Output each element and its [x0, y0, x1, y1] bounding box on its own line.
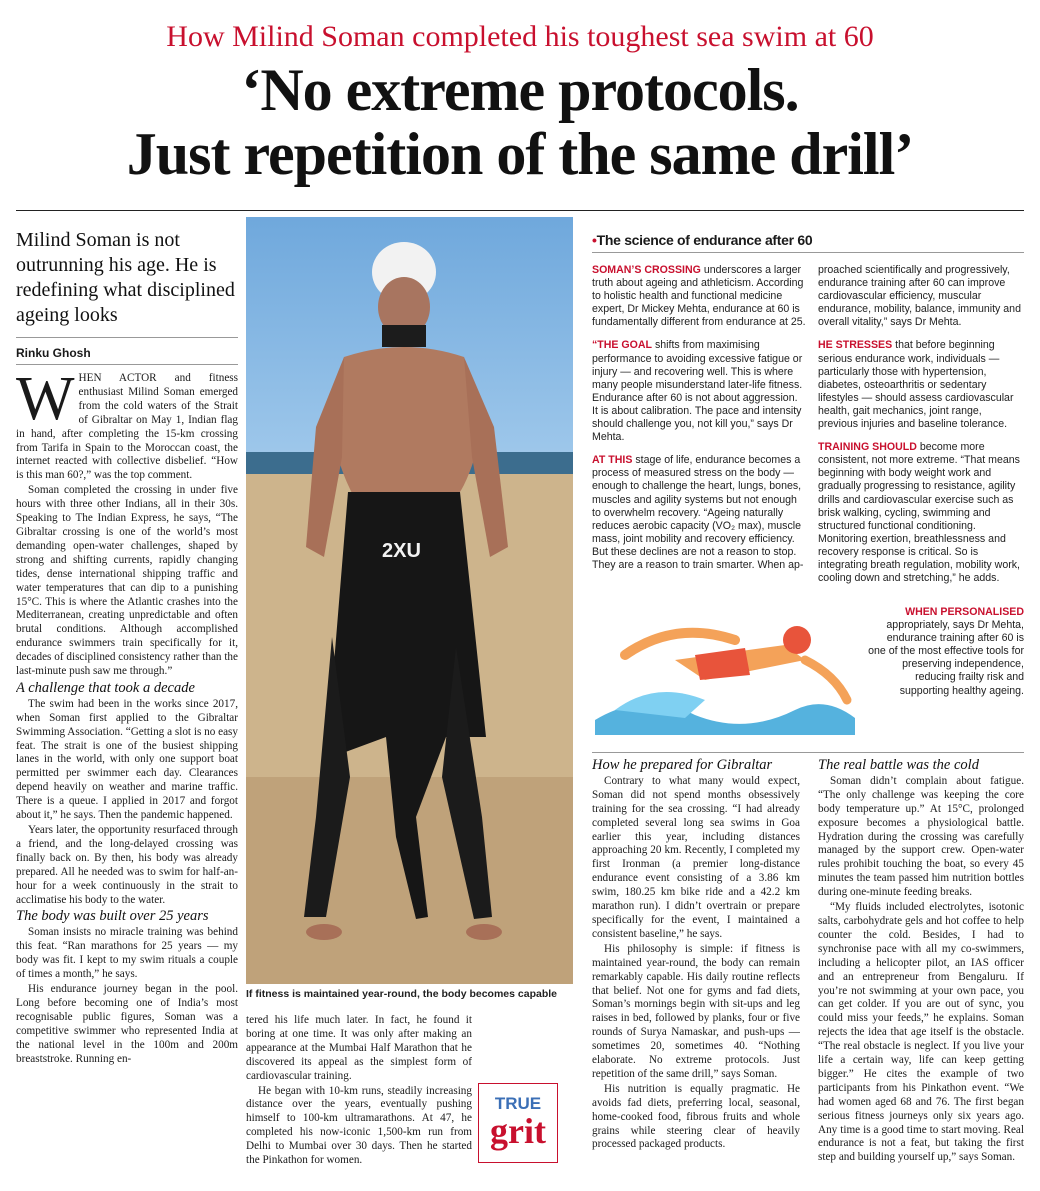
swim-cap-icon [783, 626, 811, 654]
lower-rule [592, 752, 1024, 753]
photo-caption: If fitness is maintained year-round, the body becomes capable [246, 988, 557, 1000]
col3-para-2: His philosophy is simple: if fitness is maintained year-round, the body can remain remarkably capable. His daily routine reflects that belief. Not one for gyms and fad diets, Soman’s mornings begin with sit-ups and leg raises in bed, followed by planks, four or five rounds of Surya Namaskar, and push-ups — sometimes 20, sometimes 40. “Nothing elaborate. No extreme protocols. Just repetition of the same drill,” says Soman. [592, 942, 800, 1080]
column-4 [818, 756, 1024, 1176]
byline-rule-2 [16, 364, 238, 365]
col4-para-1: Soman didn’t complain about fatigue. “The only challenge was keeping the core body temperature up.” At 15°C, prolonged exposure becomes a physiological battle. Hydration during the crossing was carefully managed by the support crew. Open-water rules prohibit touching the boat, so every 45 minutes the team passed him nutrition bottles during one-minute feeding breaks. [818, 774, 1024, 899]
badge-grit: grit [490, 1111, 546, 1151]
science-column-b [818, 264, 1024, 624]
col2-para-1: tered his life much later. In fact, he found it boring at one time. It was only after making an appearance at the Mumbai Half Marathon that he discovered its appeal as the simplest form of cardiovascular training. [246, 1014, 472, 1082]
kicker: How Milind Soman completed his toughest sea swim at 60 [166, 20, 874, 53]
headline-line-2: Just repetition of the same drill’ [126, 121, 914, 187]
suit-logo: 2XU [382, 540, 421, 562]
true-grit-badge [478, 1083, 558, 1163]
sci-para-g: WHEN PERSONALISED appropriately, says Dr Mehta, endurance training after 60 is one of the most effective tools for preserving independence, reducing frailty risk and supporting healthy ageing. [868, 606, 1024, 697]
headline [0, 58, 1040, 186]
column-3 [592, 756, 800, 1176]
col1-para-4: Years later, the opportunity resurfaced through a friend, and the long-delayed crossing was finally back on. By then, his body was already prepared. All he needed was to swim for half-an-hour for a week continuously in the strait to acclimatise his body to the water. [16, 824, 238, 906]
sci-para-e: HE STRESSES that before beginning serious endurance work, individuals — particularly those with hypertension, diabetes, osteoarthritis or sedentary lifestyles — should assess cardiovascular health, gait mechanics, joint range, previous injuries and baseline tolerance. [818, 339, 1014, 431]
science-column-c [868, 606, 1024, 716]
byline-rule [16, 337, 238, 338]
badge-true: TRUE [494, 1094, 542, 1113]
col1-para-3: The swim had been in the works since 2017, when Soman first applied to the Gibraltar Swimming Association. “Getting a slot is no easy feat. The strait is one of the busiest shipping lanes in the world, with only one support boat permitted per swimmer each day. Clearances depend heavily on weather and marine traffic. There is a queue. I applied in 2017 and forgot about it,” he says. Then the pandemic happened. [16, 697, 238, 822]
col2-para-2: He began with 10-km runs, steadily increasing distance over the years, eventually pushing himself to 100-km ultramarathons. At 47, he completed his now-iconic 1,500-km run from Delhi to Mumbai over 30 days. Then he started the Pinkathon for women. [246, 1084, 472, 1167]
photo-milind-soman [246, 217, 573, 984]
sci-para-a: SOMAN’S CROSSING underscores a larger truth about ageing and athleticism. According to holistic health and functional medicine expert, Dr Mickey Mehta, endurance at 60 is fundamentally different from endurance at 25. [592, 264, 806, 329]
subhead-cold: The real battle was the cold [818, 757, 979, 773]
subhead-body-built: The body was built over 25 years [16, 908, 209, 925]
sci-para-c: AT THIS stage of life, endurance becomes a process of measured stress on the body — enough to challenge the heart, lungs, bones, muscles and agility systems but not enough to overwhelm recovery. “Ageing naturally reduces aerobic capacity (VO₂ max), muscle mass, joint mobility and recovery efficiency. But these declines are not a reason to stop. They are a reason to train smarter. When ap- [592, 454, 804, 571]
col3-para-1: Contrary to what many would expect, Soman did not spend months obsessively training for the sea crossing. “I had already completed several long sea swims in Goa earlier this year, including distances approaching 20 km. Recently, I completed my first Ironman (a premier long-distance endurance event consisting of a 3.86 km swim, 180.25 km bike ride and a 42.2 km marathon run). I didn’t overtrain or prepare specifically for the event, I maintained a consistent baseline,” he says. [592, 774, 800, 940]
col1-para-5: Soman insists no miracle training was behind this feat. “Ran marathons for 25 years — my body was fit. I kept to my swim rituals a couple of times a month,” he says. [16, 926, 238, 981]
byline: Rinku Ghosh [16, 346, 91, 360]
col3-para-3: His nutrition is equally pragmatic. He avoids fad diets, preferring local, seasonal, home-cooked food, fibrous fruits and whole grains while steering clear of heavily processed packaged products. [592, 1082, 800, 1151]
col1-para-1: WHEN ACTOR and fitness enthusiast Milind Soman emerged from the cold waters of the Strait of Gibraltar on May 1, Indian flag in hand, after completing the 15-km crossing from Tarifa in Spain to the Moroccan coast, the internet reacted with collective disbelief. “How is this man 60?,” was the top comment. [16, 372, 238, 482]
science-title-rule [592, 252, 1024, 253]
sci-para-b: “THE GOAL shifts from maximising performance to avoiding excessive fatigue or injury — and recovering well. This is where many people misunderstand later-life fitness. Endurance after 60 is not about aggression. It is about calibration. The pace and intensity should challenge you, not kill you,” says Dr Mehta. [592, 339, 803, 444]
drop-cap: W [16, 372, 75, 433]
col1-para-2: Soman completed the crossing in under five hours with three other Indians, all in their 30s. Speaking to The Indian Express, he says, “The Gibraltar crossing is one of the world’s most demanding open-water challenges, shaped by strong and shifting currents, rapidly changing tides, dense international shipping traffic and water temperatures that can dip to a punishing 15°C. This is where the Atlantic crashes into the Mediterranean, creating unpredictable and often brutal conditions. Although accomplished endurance swimmers train specifically for it, decades of disciplined consistency rather than the last-minute push saw me through.” [16, 484, 238, 678]
science-box-title: •The science of endurance after 60 [592, 232, 813, 248]
subhead-prepared: How he prepared for Gibraltar [592, 757, 773, 773]
top-rule [16, 210, 1024, 211]
subhead-challenge: A challenge that took a decade [16, 679, 195, 696]
swimmer-illustration [585, 600, 865, 750]
headline-line-1: ‘No extreme protocols. [241, 57, 799, 123]
col1-para-6: His endurance journey began in the pool. Long before becoming one of India’s most recognisable public figures, Soman was a competitive swimmer who represented India at the national level in the 100m and 200m breaststroke. Running en- [16, 982, 238, 1065]
column-2 [246, 1014, 472, 1174]
col4-para-2: “My fluids included electrolytes, isotonic salts, carbohydrate gels and hot coffee to help counter the cold. Besides, I had to synchronise pace with all my co-swimmers, including a helicopter pilot, an IAS officer and an entrepreneur from Bengaluru. If you’re not swimming at your own pace, you can get colder. If you are out of sync, you could miss your feeds,” he explains. Soman rejects the idea that age itself is the obstacle. “The real obstacle is neglect. If you live your life a certain way, life can keep getting bigger.” He cites the example of two participants from his Pinkathon event. “We had women aged 68 and 76. The first began serious fitness journeys only six years ago. Any time is a good time to start moving. Real endurance is not a feat, but taking the first step and building yourself up,” says Soman. [818, 901, 1024, 1164]
sci-para-f: TRAINING SHOULD become more consistent, not more extreme. “That means beginning with body weight work and gradually progressing to resistance, agility drills and cardiovascular exercise such as brisk walking, cycling, swimming and structured functional conditioning. Monitoring exertion, breathlessness and recovery response is critical. So is integrating breath regulation, mobility work, cooling down and stretching,” he adds. [818, 441, 1020, 585]
swimmer-photo-illustration [246, 217, 573, 984]
sci-para-d: proached scientifically and progressively, endurance training after 60 can improve cardiovascular efficiency, muscular endurance, mobility, balance, immunity and overall vitality,” says Dr Mehta. [818, 264, 1021, 329]
standfirst: Milind Soman is not outrunning his age. He is redefining what disciplined ageing looks [16, 229, 235, 326]
bullet-dot: • [592, 232, 597, 248]
column-1 [16, 372, 238, 1172]
